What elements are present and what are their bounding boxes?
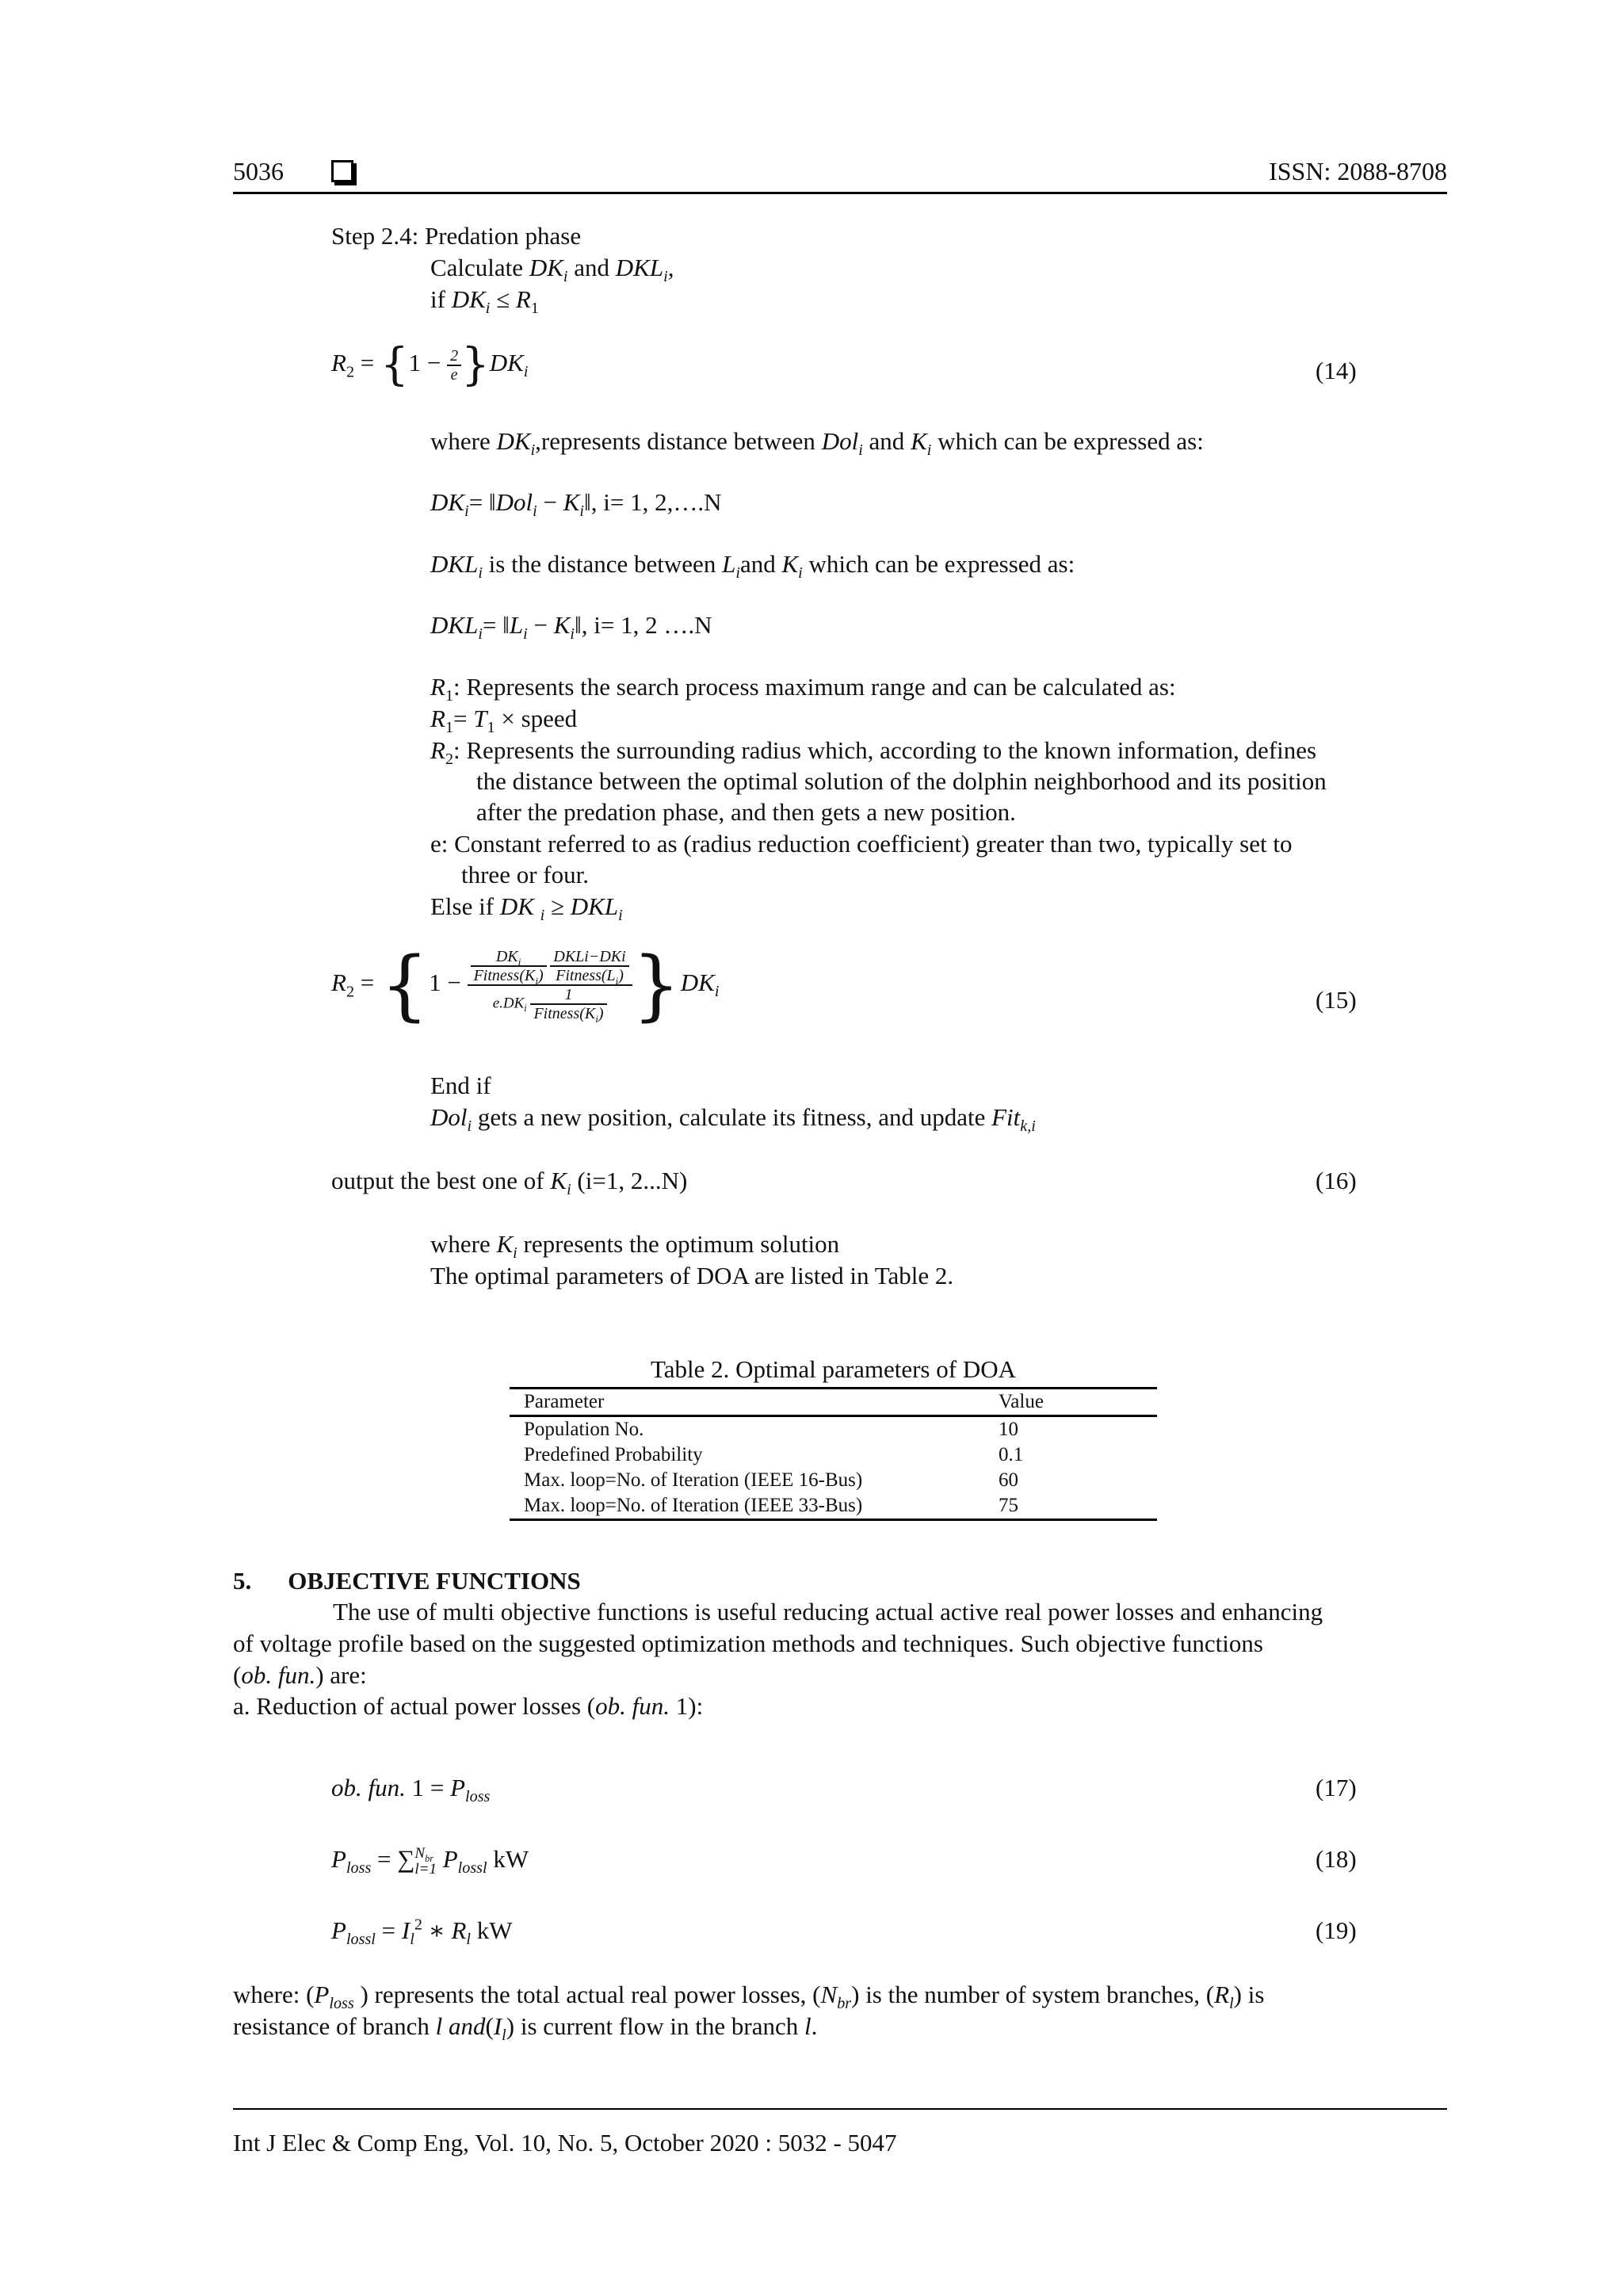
table-cell: Population No.	[524, 1419, 644, 1440]
r2-definition-1: $R_2$: Represents the surrounding radius which, according to the known information, defines	[430, 736, 1317, 769]
section-intro-1: The use of multi objective functions is useful reducing actual active real power losses and enhancing	[333, 1598, 1323, 1626]
output-best-post: (i=1, 2...N)	[571, 1167, 688, 1194]
dkl-def-b: and	[739, 550, 782, 578]
equation-17: ob. fun. $1 = P_{loss}$	[331, 1774, 491, 1806]
dkl-formula: $DKL_i=$ $‖L_i$ − $K_i‖$, i= 1, 2 ….N	[430, 611, 712, 644]
where-2a: resistance of branch	[233, 2012, 436, 2040]
table-cell: Max. loop=No. of Iteration (IEEE 33-Bus)	[510, 1493, 984, 1520]
table-row	[510, 1493, 1157, 1520]
dol-update-text: gets a new position, calculate its fitness, and update	[472, 1103, 992, 1131]
dk-formula-tail: , i= 1, 2,….N	[590, 488, 722, 516]
equation-17-number: (17)	[1316, 1774, 1357, 1801]
step-calc: Calculate $DK_i$ and $DKL_i$,	[430, 254, 674, 286]
table-cell: 60	[999, 1469, 1018, 1491]
section-intro-3: (ob. fun.) are:	[233, 1661, 367, 1689]
item-a-post: :	[696, 1692, 704, 1720]
footer-citation: Int J Elec & Comp Eng, Vol. 10, No. 5, October 2020 : 5032 - 5047	[233, 2129, 897, 2157]
table-header-parameter: Parameter	[510, 1389, 984, 1416]
eq19-unit: kW	[471, 1916, 513, 1944]
where-k-text: represents the optimum solution	[517, 1230, 840, 1258]
table-row	[510, 1468, 1157, 1493]
table-2	[510, 1387, 1157, 1521]
end-if: End if	[430, 1072, 491, 1099]
equation-18: $P_{loss}$ = ∑ $N_{br}$ l=1 $P_{lossl}$ kW	[331, 1844, 529, 1878]
where-text-1: where: ($P_{loss}$ ) represents the total actual real power losses, $(N_{br})$ is the number of system branches, $(R_l)$ is	[233, 1981, 1265, 2013]
header-rule	[233, 192, 1447, 194]
dol-update: Dol$_i$ gets a new position, calculate its fitness, and update Fit$_{k,i}$	[430, 1103, 1036, 1136]
table-cell: 0.1	[999, 1444, 1024, 1465]
where-2b: is current flow in the branch	[514, 2012, 804, 2040]
table-cell: 10	[999, 1419, 1018, 1440]
else-if: Else if DK $_i \ge DKL_i$	[430, 892, 623, 925]
r2-definition-3: after the predation phase, and then gets a new position.	[476, 798, 1016, 826]
section-intro-2: of voltage profile based on the suggested optimization methods and techniques. Such objective functions	[233, 1629, 1263, 1657]
equation-14-number: (14)	[1316, 357, 1357, 384]
r1-formula-tail: speed	[514, 705, 578, 732]
checkbox-icon	[331, 160, 353, 182]
calc-text: Calculate	[430, 254, 529, 281]
else-if-text: Else if	[430, 892, 500, 920]
r1-definition: $R_1$: Represents the search process maximum range and can be calculated as:	[430, 673, 1176, 705]
section-heading	[233, 1565, 581, 1597]
output-best-pre: output the best one of	[331, 1167, 551, 1194]
table-row	[510, 1442, 1157, 1468]
table-cell: 75	[984, 1493, 1157, 1520]
e-definition-1: e: Constant referred to as (radius reduction coefficient) greater than two, typically set to	[430, 830, 1293, 858]
table-cell: Predefined Probability	[524, 1444, 703, 1465]
section-number: 5.	[233, 1567, 252, 1595]
where-1d: is	[1242, 1981, 1265, 2008]
table-cell: Max. loop=No. of Iteration (IEEE 16-Bus)	[524, 1469, 863, 1491]
equation-15-number: (15)	[1316, 986, 1357, 1014]
where-k-pre: where	[430, 1230, 497, 1258]
if-text: if	[430, 285, 452, 313]
r2-definition-2: the distance between the optimal solution of the dolphin neighborhood and its position	[476, 767, 1327, 795]
equation-19: $P_{lossl} = I_l^2$ ∗ $R_l$ kW	[331, 1916, 513, 1949]
page-number: 5036	[233, 157, 284, 185]
page-header-left	[233, 155, 353, 187]
table-header-row	[510, 1389, 1157, 1416]
equation-14: $R_2 = \{1$ − $\frac{2}{e}$ }$DK_i$	[331, 339, 529, 391]
table-header-value: Value	[984, 1389, 1157, 1416]
equation-15: $R_2 = \{1$ − $\frac{DK_i}{Fitness(K_i)}$ $\frac{\text{DKLi−DKi}}{Fitness(L_i)}$ $e.DK_i$ $\frac{1}{Fitness(K_i)}$ }$DK_i$	[331, 941, 720, 1030]
dk-def-text: which can be expressed as:	[938, 427, 1204, 455]
table-row	[510, 1416, 1157, 1443]
output-best: output the best one of $K_i$ (i=1, 2...N)	[331, 1167, 688, 1199]
dkl-def-c: which can be expressed as:	[802, 550, 1075, 578]
dk-formula: $DK_i=$ ‖Dol$_i$ − $K_i‖$, i= 1, 2,….N	[430, 488, 722, 521]
section-title: OBJECTIVE FUNCTIONS	[288, 1567, 581, 1595]
r1-def-text: : Represents the search process maximum range and can be calculated as:	[453, 673, 1176, 701]
equation-16-number: (16)	[1316, 1167, 1357, 1194]
r2-def-1-text: : Represents the surrounding radius which, according to the known information, defines	[453, 736, 1317, 764]
r1-formula: $R_1= T_1$ × speed	[430, 705, 578, 737]
dkl-def-a: is the distance between	[482, 550, 723, 578]
item-a-pre: a. Reduction of actual power losses	[233, 1692, 587, 1720]
table-caption: Table 2. Optimal parameters of DOA	[651, 1355, 1016, 1383]
eq18-unit: kW	[487, 1845, 529, 1873]
issn-label: ISSN: 2088-8708	[1269, 157, 1447, 185]
step-if: if $DK_i \le R_1$	[430, 285, 539, 318]
where-k: where $K_i$ represents the optimum solution	[430, 1230, 840, 1263]
footer-rule	[233, 2108, 1447, 2110]
equation-18-number: (18)	[1316, 1845, 1357, 1873]
dk-definition: where $DK_i,represents$ distance between Dol$_i$ and $K_i$ which can be expressed as:	[430, 427, 1204, 460]
where-1b: represents the total actual real power losses,	[368, 1981, 813, 2008]
where-1a: where:	[233, 1981, 307, 2008]
where-text-2: resistance of branch l $and(I_l)$ is current flow in the branch l.	[233, 2012, 818, 2045]
dkl-formula-tail: , i= 1, 2 ….N	[581, 611, 712, 639]
optimal-params-sentence: The optimal parameters of DOA are listed in Table 2.	[430, 1262, 954, 1289]
where-1c: is the number of system branches,	[859, 1981, 1206, 2008]
and-text: and	[567, 254, 616, 281]
dkl-definition: $DKL_i$ is the distance between $L_iand$ $K_i$ which can be expressed as:	[430, 550, 1075, 583]
e-definition-2: three or four.	[461, 861, 589, 888]
equation-19-number: (19)	[1316, 1916, 1357, 1944]
step-title: Step 2.4: Predation phase	[331, 222, 582, 250]
item-a: a. Reduction of actual power losses (ob. fun. 1):	[233, 1692, 704, 1720]
intro-3-post: are:	[323, 1661, 367, 1689]
